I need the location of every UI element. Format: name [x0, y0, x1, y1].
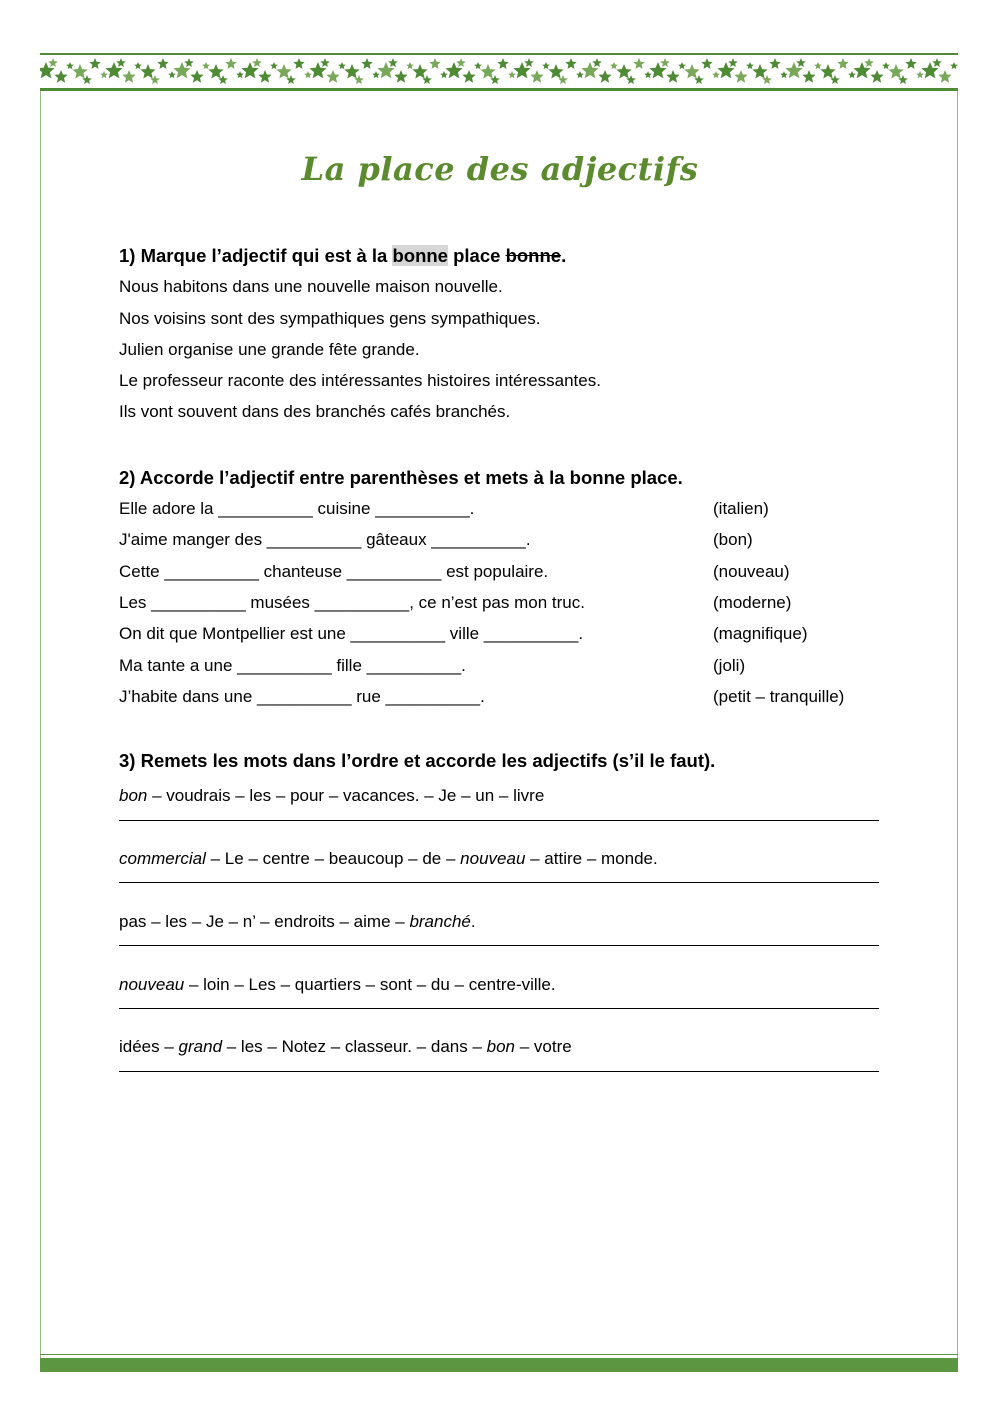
star-icon	[116, 58, 126, 67]
star-icon	[236, 71, 244, 78]
exercise-3-item	[119, 906, 889, 946]
star-icon	[258, 70, 271, 83]
answer-line[interactable]	[119, 1071, 879, 1072]
star-icon	[474, 62, 482, 69]
worksheet-content	[119, 240, 889, 1094]
star-icon	[100, 71, 108, 78]
star-icon	[932, 58, 942, 67]
star-icon	[684, 64, 699, 79]
star-icon	[644, 71, 652, 78]
jumbled-words	[119, 1031, 889, 1062]
exercise-1-sentence[interactable]: Nous habitons dans une nouvelle maison nouvelle.	[119, 277, 503, 297]
jumbled-words	[119, 843, 889, 874]
exercise-3-item	[119, 780, 889, 820]
answer-line[interactable]	[119, 882, 879, 883]
exercise-2-row	[119, 681, 889, 712]
star-icon	[89, 58, 100, 69]
star-icon	[320, 58, 330, 67]
adjective-word: grand	[178, 1037, 223, 1057]
exercise-3	[119, 745, 889, 1071]
adjective-hint: (bon)	[713, 530, 753, 550]
star-icon	[361, 58, 372, 69]
fill-in-sentence[interactable]: J'aime manger des __________ gâteaux __________.	[119, 530, 531, 550]
star-icon	[202, 62, 210, 69]
exercise-3-heading: 3) Remets les mots dans l’ordre et accorde les adjectifs (s’il le faut).	[119, 750, 716, 772]
word-text: – votre	[515, 1037, 572, 1057]
star-icon	[326, 70, 339, 83]
star-icon	[746, 62, 754, 69]
star-icon	[293, 58, 304, 69]
star-icon	[616, 64, 631, 79]
adjective-word: bon	[119, 786, 148, 806]
star-icon	[678, 62, 686, 69]
star-icon	[48, 58, 58, 67]
star-icon	[344, 64, 359, 79]
star-icon	[592, 58, 602, 67]
star-icon	[752, 64, 767, 79]
fill-in-sentence[interactable]: On dit que Montpellier est une __________ ville __________.	[119, 624, 584, 644]
exercise-3-item	[119, 969, 889, 1009]
star-icon	[870, 70, 883, 83]
exercise-2-row	[119, 493, 889, 524]
word-text: – les – Notez – classeur. – dans –	[222, 1037, 487, 1057]
fill-in-sentence[interactable]: Ma tante a une __________ fille __________.	[119, 655, 466, 675]
star-icon	[565, 58, 576, 69]
heading-text: place	[447, 245, 506, 266]
star-icon	[168, 71, 176, 78]
star-icon	[225, 58, 236, 69]
star-icon	[429, 58, 440, 69]
star-icon	[837, 58, 848, 69]
star-icon	[394, 70, 407, 83]
star-icon	[406, 62, 414, 69]
word-text: idées –	[119, 1037, 179, 1057]
exercise-2-row	[119, 618, 889, 649]
star-icon	[820, 64, 835, 79]
exercise-2-row	[119, 524, 889, 555]
star-icon	[548, 64, 563, 79]
exercise-1-sentence[interactable]: Julien organise une grande fête grande.	[119, 339, 420, 359]
star-icon	[796, 58, 806, 67]
star-icon	[122, 70, 135, 83]
star-icon	[848, 71, 856, 78]
exercise-3-item	[119, 1031, 889, 1071]
adjective-hint: (italien)	[713, 499, 769, 519]
exercise-1	[119, 240, 889, 428]
star-icon	[530, 70, 543, 83]
star-icon	[666, 70, 679, 83]
star-icon	[66, 62, 74, 69]
star-icon	[140, 64, 155, 79]
star-icon	[480, 64, 495, 79]
jumbled-words	[119, 906, 889, 937]
star-icon	[938, 70, 951, 83]
exercise-2-row	[119, 587, 889, 618]
star-icon	[542, 62, 550, 69]
adjective-hint: (petit – tranquille)	[713, 686, 845, 706]
star-icon	[440, 71, 448, 78]
star-border-decoration	[40, 53, 958, 91]
jumbled-words	[119, 969, 889, 1000]
star-icon	[576, 71, 584, 78]
fill-in-sentence[interactable]: J’habite dans une __________ rue __________.	[119, 686, 485, 706]
star-icon	[388, 58, 398, 67]
star-icon	[734, 70, 747, 83]
star-icon	[916, 71, 924, 78]
adjective-hint: (magnifique)	[713, 624, 808, 644]
star-icon	[54, 70, 67, 83]
answer-line[interactable]	[119, 1008, 879, 1009]
adjective-hint: (nouveau)	[713, 561, 790, 581]
exercise-2-row	[119, 556, 889, 587]
adjective-word: bon	[486, 1037, 516, 1057]
word-text: – Le – centre – beaucoup – de –	[205, 849, 461, 869]
word-text: – loin – Les – quartiers – sont – du – centre-ville.	[184, 974, 556, 994]
star-icon	[802, 70, 815, 83]
star-icon	[497, 58, 508, 69]
exercise-1-sentence[interactable]: Nos voisins sont des sympathiques gens sympathiques.	[119, 308, 541, 328]
star-icon	[508, 71, 516, 78]
star-icon	[610, 62, 618, 69]
heading-text: 1) Marque l’adjectif qui est à la	[119, 245, 393, 266]
star-icon	[598, 70, 611, 83]
struck-word: bonne	[505, 245, 562, 266]
word-text: – voudrais – les – pour – vacances. – Je – un – livre	[147, 786, 545, 806]
page-title: La place des adjectifs	[301, 150, 699, 188]
exercise-1-heading	[119, 240, 889, 271]
bottom-border-bar	[40, 1358, 958, 1372]
star-icon	[276, 64, 291, 79]
star-icon	[412, 64, 427, 79]
star-icon	[270, 62, 278, 69]
exercise-2-heading: 2) Accorde l’adjectif entre parenthèses et mets à la bonne place.	[119, 466, 683, 488]
star-icon	[769, 58, 780, 69]
star-icon	[252, 58, 262, 67]
star-icon	[780, 71, 788, 78]
star-icon	[134, 62, 142, 69]
jumbled-words	[119, 780, 889, 811]
exercise-2-row	[119, 650, 889, 681]
star-icon	[814, 62, 822, 69]
adjective-word: nouveau	[119, 974, 185, 994]
adjective-word: commercial	[119, 849, 206, 869]
star-icon	[338, 62, 346, 69]
adjective-word: nouveau	[460, 849, 526, 869]
fill-in-sentence[interactable]: Les __________ musées __________, ce n’est pas mon truc.	[119, 592, 585, 612]
answer-line[interactable]	[119, 945, 879, 946]
exercise-2	[119, 462, 889, 712]
star-pattern-icon	[40, 55, 958, 88]
star-icon	[72, 64, 87, 79]
star-icon	[905, 58, 916, 69]
star-icon	[208, 64, 223, 79]
star-icon	[372, 71, 380, 78]
highlighted-word: bonne	[392, 245, 448, 266]
word-text: – attire – monde.	[525, 849, 658, 869]
star-icon	[462, 70, 475, 83]
star-icon	[157, 58, 168, 69]
star-icon	[190, 70, 203, 83]
star-icon	[184, 58, 194, 67]
heading-text: .	[561, 245, 567, 266]
star-icon	[712, 71, 720, 78]
star-icon	[524, 58, 534, 67]
exercise-3-items	[119, 780, 889, 1071]
star-icon	[882, 62, 890, 69]
star-icon	[633, 58, 644, 69]
star-icon	[728, 58, 738, 67]
exercise-3-item	[119, 843, 889, 883]
answer-line[interactable]	[119, 820, 879, 821]
star-icon	[888, 64, 903, 79]
fill-in-sentence[interactable]: Cette __________ chanteuse __________ est populaire.	[119, 561, 549, 581]
exercise-1-sentence[interactable]: Le professeur raconte des intéressantes histoires intéressantes.	[119, 371, 601, 391]
star-icon	[660, 58, 670, 67]
fill-in-sentence[interactable]: Elle adore la __________ cuisine __________.	[119, 499, 475, 519]
star-icon	[864, 58, 874, 67]
star-icon	[701, 58, 712, 69]
adjective-hint: (moderne)	[713, 592, 792, 612]
star-icon	[950, 62, 958, 69]
star-icon	[456, 58, 466, 67]
exercise-1-sentence[interactable]: Ils vont souvent dans des branchés cafés branchés.	[119, 402, 511, 422]
star-icon	[304, 71, 312, 78]
adjective-hint: (joli)	[713, 655, 746, 675]
word-text: .	[470, 911, 476, 931]
word-text: pas – les – Je – n’ – endroits – aime –	[119, 911, 410, 931]
adjective-word: branché	[409, 911, 471, 931]
